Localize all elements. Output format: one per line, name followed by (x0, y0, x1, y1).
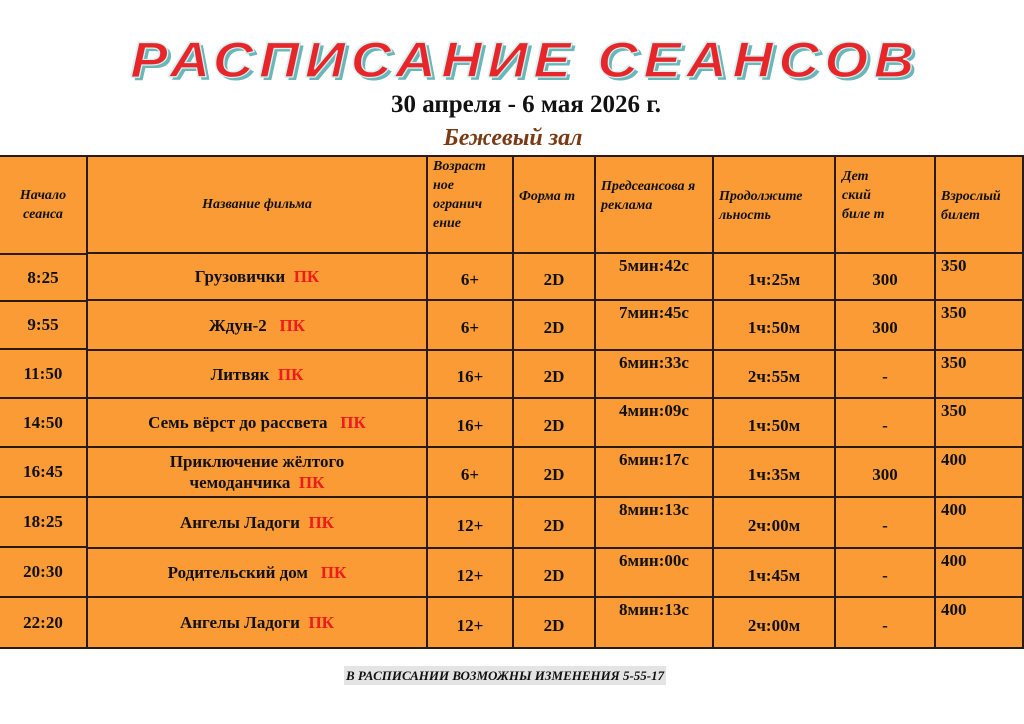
film-title-text (148, 412, 366, 433)
row-8-format (514, 598, 596, 649)
row-8-age-rating (428, 598, 514, 649)
film-title-text (180, 612, 334, 633)
duration-value: 1ч:25м (747, 269, 801, 289)
start-time-value: 9:55 (27, 315, 59, 334)
row-6-pre-show-ads (596, 498, 714, 549)
row-7-adult-ticket (936, 549, 1024, 598)
row-7-start-time (0, 548, 88, 598)
header-format-label: Форма т (519, 189, 576, 204)
start-time-value: 14:50 (23, 412, 63, 432)
child-ticket-value: 300 (872, 318, 898, 337)
row-3-adult-ticket (936, 351, 1024, 399)
page-title: РАСПИСАНИЕ СЕАНСОВ (130, 32, 920, 88)
row-2-age-rating (428, 301, 514, 351)
row-3-duration (714, 351, 836, 399)
adult-ticket-value: 400 (941, 551, 967, 570)
row-1-duration (714, 254, 836, 301)
header-format (514, 157, 596, 254)
header-child-ticket (836, 157, 936, 254)
duration-value: 1ч:45м (747, 565, 801, 585)
child-ticket-value: - (882, 367, 888, 386)
row-4-adult-ticket (936, 399, 1024, 448)
pre-show-ads-value: 6мин:33с (619, 353, 689, 372)
row-8-pre-show-ads (596, 598, 714, 649)
row-4-format (514, 399, 596, 448)
row-1-film-title (88, 254, 428, 301)
pk-badge: ПК (279, 315, 306, 335)
age-rating-value: 16+ (456, 367, 484, 386)
row-6-duration (714, 498, 836, 549)
film-name: Грузовички (194, 267, 286, 286)
row-5-format (514, 448, 596, 498)
hall-name (0, 122, 1024, 154)
row-1-child-ticket (836, 254, 936, 301)
hall-name-text: Бежевый зал (443, 125, 583, 151)
start-time-value: 11:50 (23, 363, 63, 383)
row-8-child-ticket (836, 598, 936, 649)
age-rating-value: 12+ (456, 615, 484, 635)
age-rating-value: 12+ (456, 565, 484, 585)
header-pre-show-ads (596, 157, 714, 254)
row-5-start-time (0, 448, 88, 498)
film-title-text (211, 364, 304, 385)
age-rating-value: 6+ (460, 269, 480, 289)
row-8-duration (714, 598, 836, 649)
adult-ticket-value: 400 (941, 600, 967, 619)
row-7-format (514, 549, 596, 598)
row-6-format (514, 498, 596, 549)
pk-badge: ПК (293, 267, 320, 286)
film-name: Литвяк (210, 364, 270, 384)
film-name: Семь вёрст до рассвета (148, 413, 328, 432)
schedule-notice: В РАСПИСАНИИ ВОЗМОЖНЫ ИЗМЕНЕНИЯ 5-55-17 (346, 668, 665, 683)
adult-ticket-value: 400 (941, 500, 967, 519)
film-title-text (209, 315, 305, 336)
header-age-rating-label: Возраст ное огранич ение (433, 159, 486, 231)
row-5-duration (714, 448, 836, 498)
header-start-time (0, 157, 88, 255)
film-title-text (170, 451, 345, 493)
row-7-film-title (88, 549, 428, 598)
pre-show-ads-value: 8мин:13с (619, 600, 689, 619)
child-ticket-value: 300 (872, 269, 898, 289)
row-4-duration (714, 399, 836, 448)
row-2-film-title (88, 301, 428, 351)
pre-show-ads-value: 4мин:09с (619, 401, 689, 420)
row-1-format (514, 254, 596, 301)
child-ticket-value: - (882, 415, 888, 435)
row-3-pre-show-ads (596, 351, 714, 399)
pk-badge: ПК (308, 513, 335, 532)
child-ticket-value: 300 (872, 465, 898, 484)
header-duration (714, 157, 836, 254)
pre-show-ads-value: 6мин:00с (619, 551, 689, 570)
row-8-film-title (88, 598, 428, 649)
adult-ticket-value: 350 (941, 303, 967, 322)
header-adult-ticket (936, 157, 1024, 254)
format-value: 2D (543, 515, 565, 535)
start-time-value: 22:20 (23, 612, 63, 632)
start-time-value: 16:45 (23, 462, 63, 481)
adult-ticket-value: 350 (941, 401, 967, 420)
row-7-child-ticket (836, 549, 936, 598)
format-value: 2D (543, 367, 565, 386)
child-ticket-value: - (882, 515, 888, 535)
film-name-line2: чемоданчика (189, 473, 291, 492)
row-6-adult-ticket (936, 498, 1024, 549)
row-2-format (514, 301, 596, 351)
film-title-text (195, 266, 320, 287)
pre-show-ads-value: 6мин:17с (619, 450, 689, 469)
row-7-duration (714, 549, 836, 598)
pre-show-ads-value: 8мин:13с (619, 500, 689, 519)
row-5-pre-show-ads (596, 448, 714, 498)
row-3-child-ticket (836, 351, 936, 399)
pk-badge: ПК (320, 563, 347, 582)
film-name: Приключение жёлтого (169, 452, 345, 471)
start-time-value: 20:30 (23, 562, 63, 581)
row-5-film-title (88, 448, 428, 498)
row-6-start-time (0, 498, 88, 548)
row-1-pre-show-ads (596, 254, 714, 301)
header-child-ticket-label: Дет ский биле т (842, 169, 885, 222)
row-6-age-rating (428, 498, 514, 549)
duration-value: 1ч:35м (747, 465, 801, 484)
row-5-age-rating (428, 448, 514, 498)
row-4-film-title (88, 399, 428, 448)
row-5-child-ticket (836, 448, 936, 498)
film-name: Родительский дом (167, 563, 308, 582)
duration-value: 2ч:55м (747, 367, 801, 386)
adult-ticket-value: 350 (941, 256, 967, 275)
row-8-start-time (0, 598, 88, 649)
film-title-text (180, 512, 334, 533)
format-value: 2D (543, 318, 565, 337)
row-1-start-time (0, 255, 88, 302)
age-rating-value: 6+ (460, 465, 480, 484)
row-1-adult-ticket (936, 254, 1024, 301)
row-1-age-rating (428, 254, 514, 301)
row-2-start-time (0, 302, 88, 350)
row-3-format (514, 351, 596, 399)
header-start-time-label: Начало сеанса (19, 188, 67, 222)
row-7-age-rating (428, 549, 514, 598)
row-7-pre-show-ads (596, 549, 714, 598)
adult-ticket-value: 400 (941, 450, 967, 469)
header-pre-show-ads-label: Предсеансова я реклама (601, 179, 696, 213)
start-time-value: 18:25 (23, 512, 63, 531)
header-age-rating (428, 157, 514, 254)
adult-ticket-value: 350 (941, 353, 967, 372)
format-value: 2D (543, 565, 565, 585)
pk-badge: ПК (308, 613, 335, 632)
pk-badge: ПК (340, 413, 366, 432)
pk-badge: ПК (298, 473, 325, 492)
age-rating-value: 6+ (460, 318, 480, 337)
row-6-film-title (88, 498, 428, 549)
start-time-value: 8:25 (27, 267, 59, 287)
duration-value: 1ч:50м (747, 318, 801, 337)
duration-value: 2ч:00м (747, 615, 801, 635)
row-3-age-rating (428, 351, 514, 399)
film-name: Ждун-2 (208, 315, 267, 335)
format-value: 2D (543, 269, 565, 289)
film-name: Ангелы Ладоги (179, 613, 300, 632)
header-adult-ticket-label: Взрослый билет (941, 189, 1001, 223)
row-2-child-ticket (836, 301, 936, 351)
format-value: 2D (543, 415, 565, 435)
pre-show-ads-value: 5мин:42с (619, 256, 689, 275)
header-duration-label: Продолжите льность (719, 189, 803, 223)
child-ticket-value: - (882, 615, 888, 635)
row-4-start-time (0, 399, 88, 448)
header-film-title-label: Название фильма (202, 197, 312, 212)
row-5-adult-ticket (936, 448, 1024, 498)
row-2-pre-show-ads (596, 301, 714, 351)
row-6-child-ticket (836, 498, 936, 549)
pre-show-ads-value: 7мин:45с (619, 303, 689, 322)
row-3-start-time (0, 350, 88, 399)
row-4-pre-show-ads (596, 399, 714, 448)
row-4-child-ticket (836, 399, 936, 448)
row-2-adult-ticket (936, 301, 1024, 351)
header-film-title (88, 157, 428, 254)
child-ticket-value: - (882, 565, 888, 585)
format-value: 2D (543, 615, 565, 635)
row-2-duration (714, 301, 836, 351)
age-rating-value: 12+ (456, 515, 484, 535)
age-rating-value: 16+ (456, 415, 484, 435)
duration-value: 1ч:50м (747, 415, 801, 435)
pk-badge: ПК (277, 364, 304, 384)
row-4-age-rating (428, 399, 514, 448)
duration-value: 2ч:00м (747, 515, 801, 535)
date-range: 30 апреля - 6 мая 2026 г. (390, 91, 662, 118)
row-3-film-title (88, 351, 428, 399)
film-name: Ангелы Ладоги (179, 513, 300, 532)
film-title-text (168, 562, 347, 583)
format-value: 2D (543, 465, 565, 484)
row-8-adult-ticket (936, 598, 1024, 649)
